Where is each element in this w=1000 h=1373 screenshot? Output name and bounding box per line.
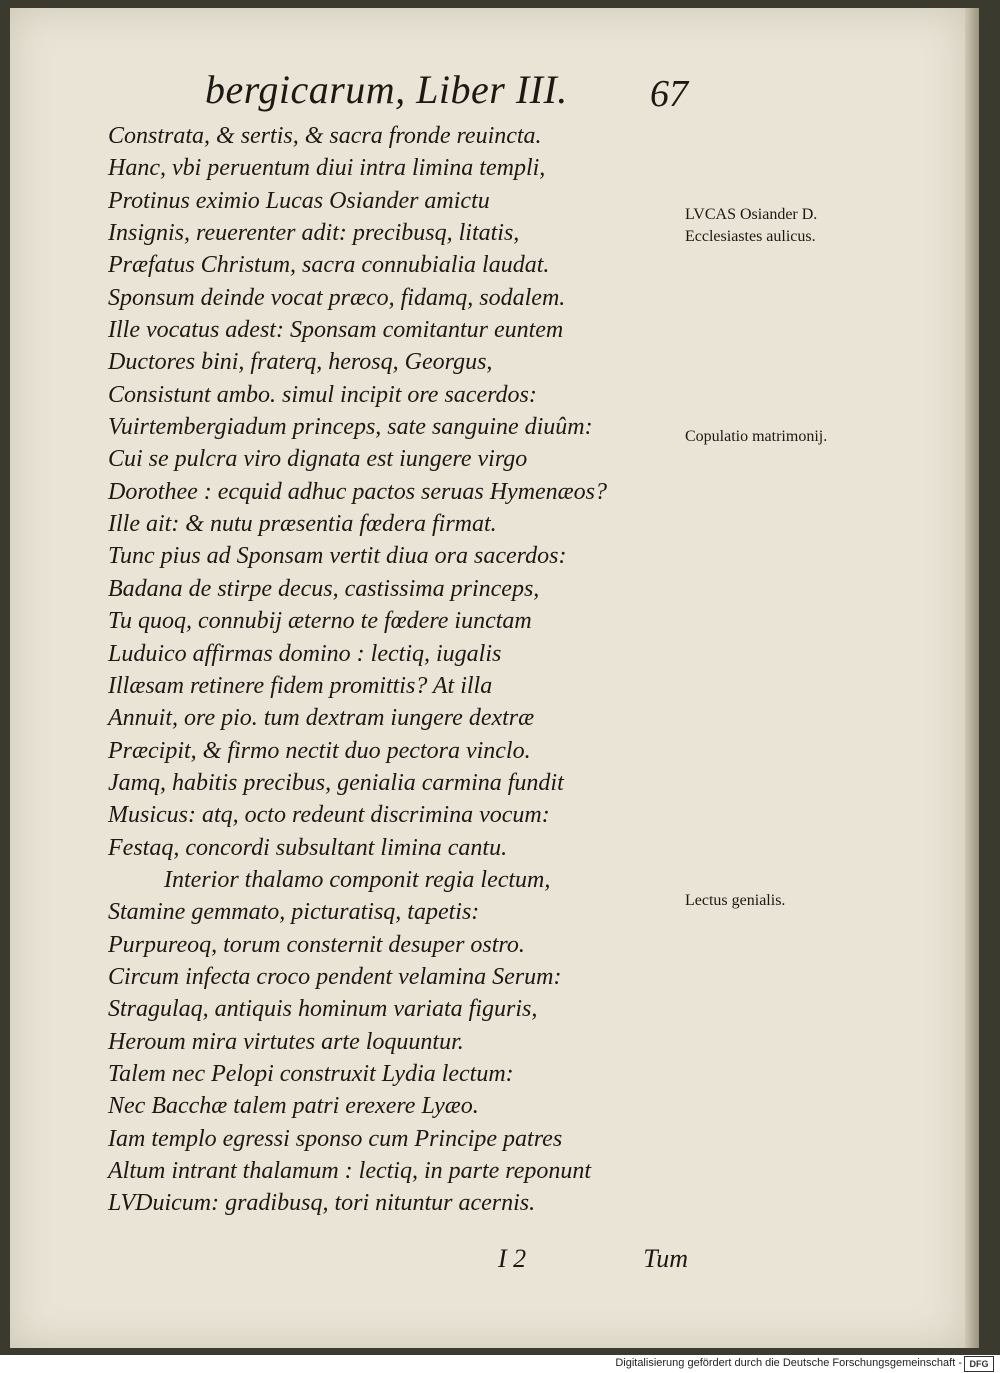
verse-line: Festaq, concordi subsultant limina cantu. [108,834,508,861]
verse-line: Tu quoq, connubij æterno te fœdere iunctam [108,608,532,635]
verse-line: Dorothee : ecquid adhuc pactos seruas Hymenæos? [108,478,608,505]
running-head-title: bergicarum, Liber III. [205,67,568,112]
verse-line: Heroum mira virtutes arte loquuntur. [108,1028,464,1055]
verse-line: Protinus eximio Lucas Osiander amictu [108,187,490,214]
verse-line: Purpureoq, torum consternit desuper ostro. [108,931,525,958]
verse-line: Præcipit, & firmo nectit duo pectora vinclo. [108,737,531,764]
verse-line: Nec Bacchæ talem patri erexere Lyæo. [108,1093,479,1120]
verse-line: Altum intrant thalamum : lectiq, in parte reponunt [108,1158,592,1184]
verse-line: Musicus: atq, octo redeunt discrimina vocum: [108,802,550,829]
poem-text [108,120,668,1220]
verse-line: Circum infecta croco pendent velamina Serum: [108,963,562,990]
verse-line: Præfatus Christum, sacra connubialia laudat. [108,252,550,279]
margin-note: LVCAS Osiander D. Ecclesiastes aulicus. [685,206,818,245]
verse-line: Talem nec Pelopi construxit Lydia lectum: [108,1060,514,1087]
verse-line: Interior thalamo componit regia lectum, [164,866,551,893]
verse-line: Jamq, habitis precibus, genialia carmina fundit [108,769,564,796]
margin-note: Lectus genialis. [685,892,786,909]
verse-line: Ille ait: & nutu præsentia fœdera firmat. [108,511,497,538]
page-number: 67 [650,73,688,115]
verse-line: Luduico affirmas domino : lectiq, iugalis [108,640,502,667]
verse-line: Stragulaq, antiquis hominum variata figuris, [108,996,538,1023]
verse-line: Badana de stirpe decus, castissima princeps, [108,575,540,602]
verse-line: Sponsum deinde vocat præco, fidamq, sodalem. [108,284,566,311]
verse-line: Tunc pius ad Sponsam vertit diua ora sacerdos: [108,543,567,570]
catchline [498,1244,688,1278]
catchword: Tum [643,1244,688,1273]
verse-line: Cui se pulcra viro dignata est iungere virgo [108,446,528,473]
verse-line: Stamine gemmato, picturatisq, tapetis: [108,899,480,926]
running-head [205,66,688,126]
verse-line: Illæsam retinere fidem promittis? At illa [108,672,493,699]
verse-line: Iam templo egressi sponso cum Principe patres [108,1125,563,1152]
book-page [10,8,965,1348]
footer-credit: Digitalisierung gefördert durch die Deutsche Forschungsgemeinschaft - [615,1357,962,1369]
verse-line: Consistunt ambo. simul incipit ore sacerdos: [108,381,537,408]
signature-mark: I 2 [498,1244,527,1273]
verse-line: Constrata, & sertis, & sacra fronde reuincta. [108,123,542,149]
margin-note: Copulatio matrimonij. [685,428,828,445]
verse-line: LVDuicum: gradibusq, tori nituntur acernis. [108,1190,536,1217]
verse-line: Hanc, vbi peruentum diui intra limina templi, [108,155,546,182]
verse-line: Insignis, reuerenter adit: precibusq, litatis, [108,220,520,247]
verse-line: Ductores bini, fraterq, herosq, Georgus, [108,349,493,376]
verse-line: Ille vocatus adest: Sponsam comitantur euntem [108,317,564,344]
page-edge [965,8,979,1348]
verse-line: Annuit, ore pio. tum dextram iungere dextræ [108,705,535,732]
dfg-logo-icon: DFG [964,1356,994,1372]
verse-line: Vuirtembergiadum princeps, sate sanguine diuûm: [108,414,593,441]
